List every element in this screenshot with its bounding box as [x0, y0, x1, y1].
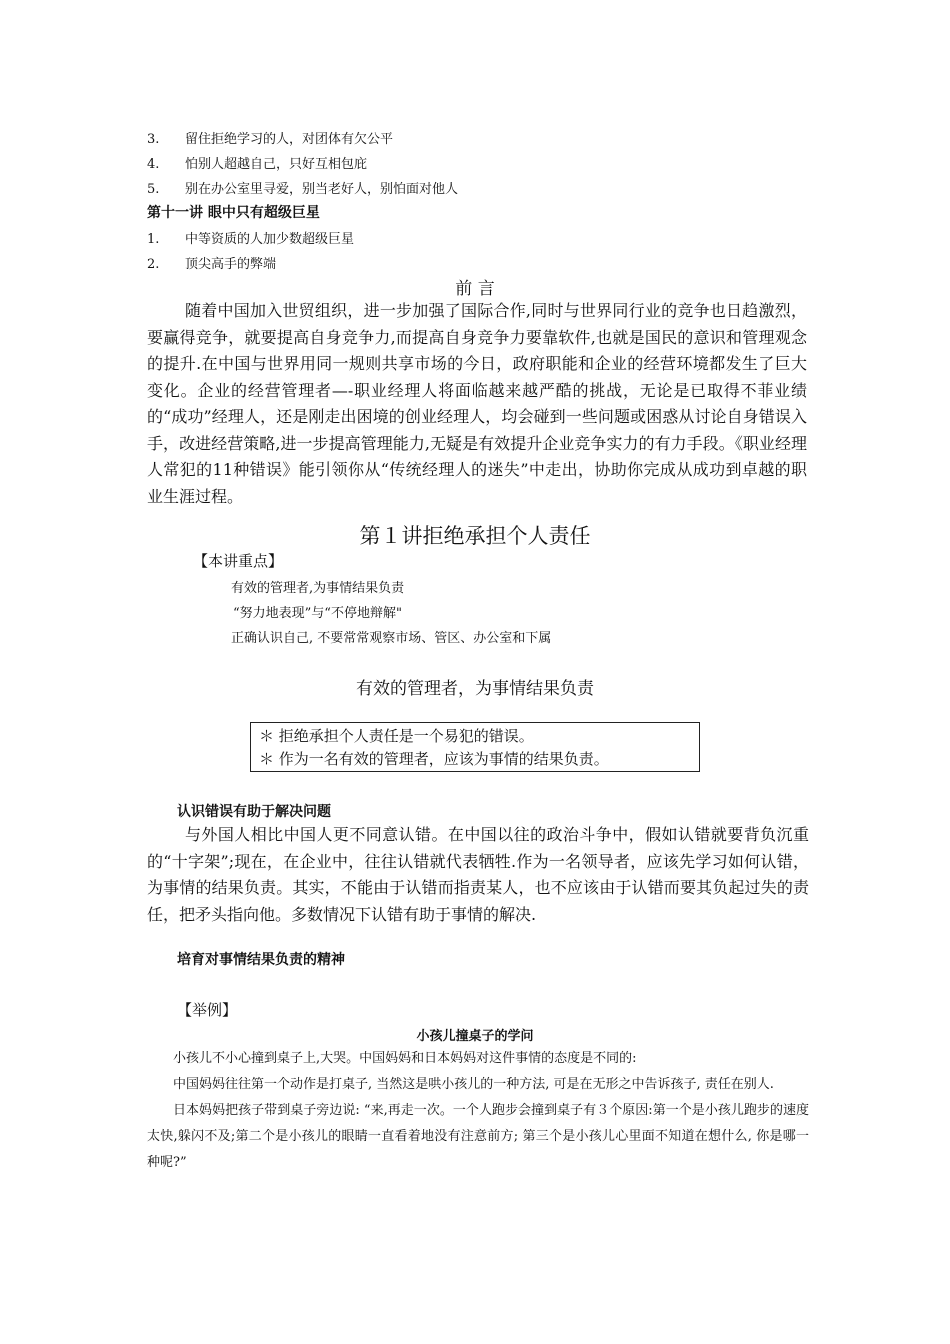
toc-item [147, 253, 276, 272]
toc-text: 别在办公室里寻爱，别当老好人，别怕面对他人 [185, 182, 459, 197]
key-point: 正确认识自己, 不要常常观察市场、管区、办公室和下属 [231, 631, 552, 646]
toc-item [147, 178, 458, 197]
example-body [147, 1046, 809, 1176]
toc-item [147, 153, 367, 172]
toc-number: 4. [147, 157, 160, 172]
summary-line: ＊ 作为一名有效的管理者，应该为事情的结果负责。 [259, 750, 609, 768]
preface-title: 前 言 [455, 279, 495, 299]
toc-item [147, 128, 393, 147]
subsection-title: 认识错误有助于解决问题 [177, 804, 331, 820]
toc-text: 顶尖高手的弊端 [185, 257, 277, 272]
toc-number: 1. [147, 232, 160, 247]
preface-paragraph: 随着中国加入世贸组织，进一步加强了国际合作,同时与世界同行业的竞争也日趋激烈，要赢得竞争，就要提高自身竞争力,而提高自身竞争力要靠软件,也就是国民的意识和管理观念的提升.在中国与世界用同一规则共享市场的今日，政府职能和企业的经营环境都发生了巨大变化。企业的经营管理者—-职业经理人将面临越来越严酷的挑战，无论是已取得不菲业绩的“成功”经理人，还是刚走出困境的创业经理人，均会碰到一些问题或困惑从讨论自身错误入手，改进经营策略,进一步提高管理能力,无疑是有效提升企业竞争实力的有力手段。《职业经理人常犯的11种错误》能引领你从“传统经理人的迷失”中走出，协助你完成从成功到卓越的职业生涯过程。 [147, 301, 807, 506]
example-label: 【举例】 [177, 1001, 238, 1019]
key-points-label: 【本讲重点】 [193, 552, 284, 570]
toc-number: 2. [147, 257, 160, 272]
lecture-1-title: 第１讲拒绝承担个人责任 [359, 524, 591, 548]
subsection-paragraph: 与外国人相比中国人更不同意认错。在中国以往的政治斗争中，假如认错就要背负沉重的“十字架”;现在，在企业中，往往认错就代表牺牲.作为一名领导者，应该先学习如何认错，为事情的结果负责。其实，不能由于认错而指责某人，也不应该由于认错而要其负起过失的责任，把矛头指向他。多数情况下认错有助于事情的解决. [147, 825, 809, 924]
section-title: 有效的管理者，为事情结果负责 [356, 679, 594, 699]
key-point: “努力地表现”与“不停地辩解" [233, 606, 402, 621]
summary-box [250, 722, 700, 772]
example-title: 小孩儿撞桌子的学问 [416, 1029, 534, 1044]
toc-number: 5. [147, 182, 160, 197]
lecture-11-title: 第十一讲 眼中只有超级巨星 [147, 205, 320, 221]
toc-number: 3. [147, 132, 160, 147]
example-paragraph: 日本妈妈把孩子带到桌子旁边说: “来,再走一次。一个人跑步会撞到桌子有３个原因:第一个是小孩儿跑步的速度太快,躲闪不及;第二个是小孩儿的眼睛一直看着地没有注意前方; 第三个是小孩儿心里面不知道在想什么, 你是哪一种呢?” [147, 1103, 809, 1170]
toc-item [147, 228, 354, 247]
preface-body [147, 298, 807, 510]
toc-text: 怕别人超越自己，只好互相包庇 [185, 157, 368, 172]
example-paragraph: 小孩儿不小心撞到桌子上,大哭。中国妈妈和日本妈妈对这件事情的态度是不同的: [173, 1051, 637, 1066]
subsection-body [147, 822, 809, 928]
summary-line: ＊ 拒绝承担个人责任是一个易犯的错误。 [259, 727, 534, 745]
subsection-title: 培育对事情结果负责的精神 [177, 952, 345, 968]
example-paragraph: 中国妈妈往往第一个动作是打桌子, 当然这是哄小孩儿的一种方法, 可是在无形之中告诉孩子, 责任在别人. [173, 1077, 774, 1092]
toc-text: 留住拒绝学习的人，对团体有欠公平 [185, 132, 394, 147]
toc-text: 中等资质的人加少数超级巨星 [185, 232, 355, 247]
key-point: 有效的管理者,为事情结果负责 [231, 581, 405, 596]
